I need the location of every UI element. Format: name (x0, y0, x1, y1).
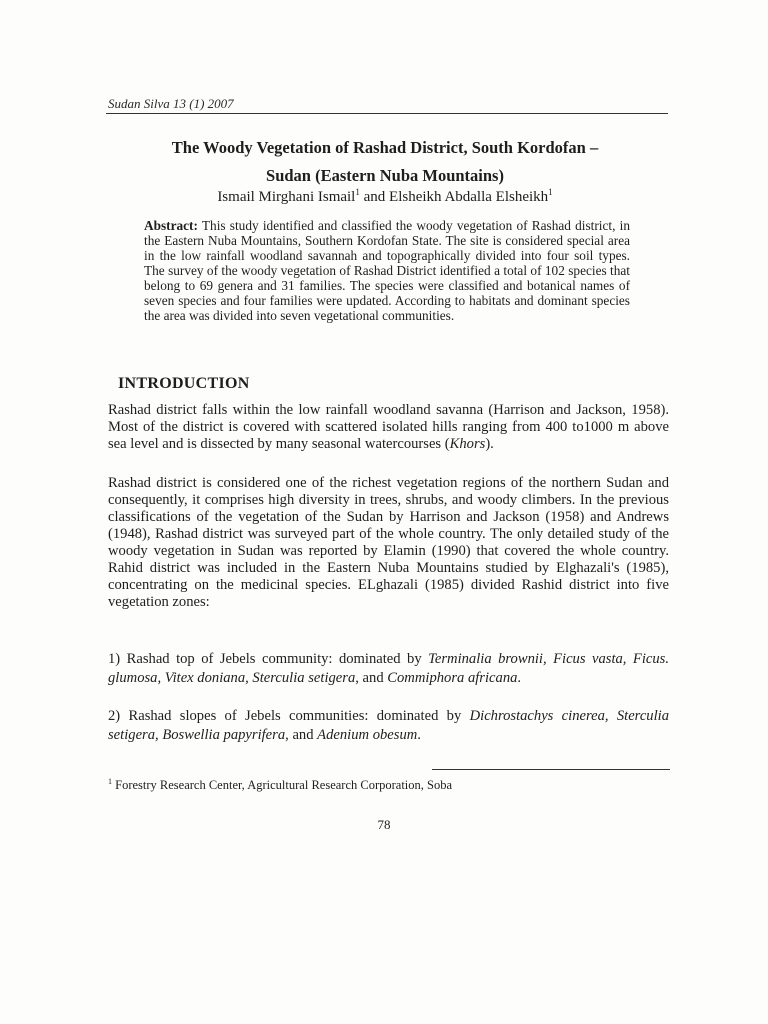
author-2: Elsheikh Abdalla Elsheikh (389, 189, 549, 205)
list-item-text: Rashad top of Jebels community: dominated by (120, 651, 429, 667)
list-item-species: Terminalia brownii, Ficus vasta, Ficus. glumosa, Vitex doniana, Sterculia setigera (108, 651, 669, 686)
list-item-text: Rashad slopes of Jebels communities: dominated by (120, 708, 470, 724)
header-rule (106, 113, 668, 114)
list-item-species: Dichrostachys cinerea, Sterculia setigera, Boswellia papyrifera (108, 708, 669, 743)
intro-paragraph-1-text: Rashad district falls within the low rainfall woodland savanna (Harrison and Jackson, 1958). Most of the district is covered with scattered isolated hills ranging from 400 to1000 m above sea level and is dissected by many seasonal watercourses ( (108, 402, 669, 452)
list-item (108, 650, 669, 688)
list-item-conjunction: , and (355, 670, 388, 686)
author-1-affiliation: 1 (355, 187, 360, 197)
list-item (108, 707, 669, 745)
footnote-marker: 1 (108, 777, 112, 786)
footnote-text: Forestry Research Center, Agricultural Research Corporation, Soba (112, 778, 453, 793)
footnote-rule (432, 769, 670, 770)
title-line-2: Sudan (Eastern Nuba Mountains) (266, 166, 504, 185)
intro-paragraph-1-italic: Khors (449, 436, 486, 452)
intro-paragraph-1 (108, 402, 669, 453)
section-heading-introduction: INTRODUCTION (118, 375, 250, 392)
author-joiner: and (359, 189, 390, 205)
list-item-number: 1) (108, 651, 121, 667)
page-number: 78 (377, 817, 391, 832)
author-2-affiliation: 1 (548, 187, 553, 197)
list-item-conjunction: , and (285, 727, 318, 743)
list-item-number: 2) (108, 708, 121, 724)
author-line (100, 187, 670, 206)
abstract-text: This study identified and classified the woody vegetation of Rashad district, in the Eastern Nuba Mountains, Southern Kordofan State. The site is considered special area in the low rainfall woodland savannah and topographically divided into four soil types. The survey of the woody vegetation of Rashad District identified a total of 102 species that belong to 69 genera and 31 families. The species were classified and botanical names of seven species and four families were updated. According to habitats and dominant species the area was divided into seven vegetational communities. (144, 218, 630, 323)
paper-title (100, 134, 670, 190)
abstract (144, 218, 630, 323)
list-item-species-last: Adenium obesum (317, 727, 418, 743)
list-item-species-last: Commiphora africana (387, 670, 518, 686)
abstract-label: Abstract: (144, 218, 198, 233)
intro-paragraph-2: Rashad district is considered one of the richest vegetation regions of the northern Sudan and consequently, it comprises high diversity in trees, shrubs, and woody climbers. In the previous classifications of the vegetation of the Sudan by Harrison and Jackson (1958) and Andrews (1948), Rashad district was surveyed part of the whole country. The only detailed study of the woody vegetation in Sudan was reported by Elamin (1990) that covered the whole country. Rahid district was included in the Eastern Nuba Mountains studied by Elghazali's (1985), concentrating on the medicinal species. ELghazali (1985) divided Rashid district into five vegetation zones: (108, 475, 669, 610)
intro-paragraph-1-end: ). (485, 436, 494, 452)
author-1: Ismail Mirghani Ismail (217, 189, 356, 205)
title-line-1: The Woody Vegetation of Rashad District, South Kordofan – (171, 138, 599, 157)
footnote (108, 777, 452, 793)
list-item-end: . (417, 727, 421, 743)
list-item-end: . (517, 670, 522, 686)
running-head: Sudan Silva 13 (1) 2007 (108, 96, 234, 111)
